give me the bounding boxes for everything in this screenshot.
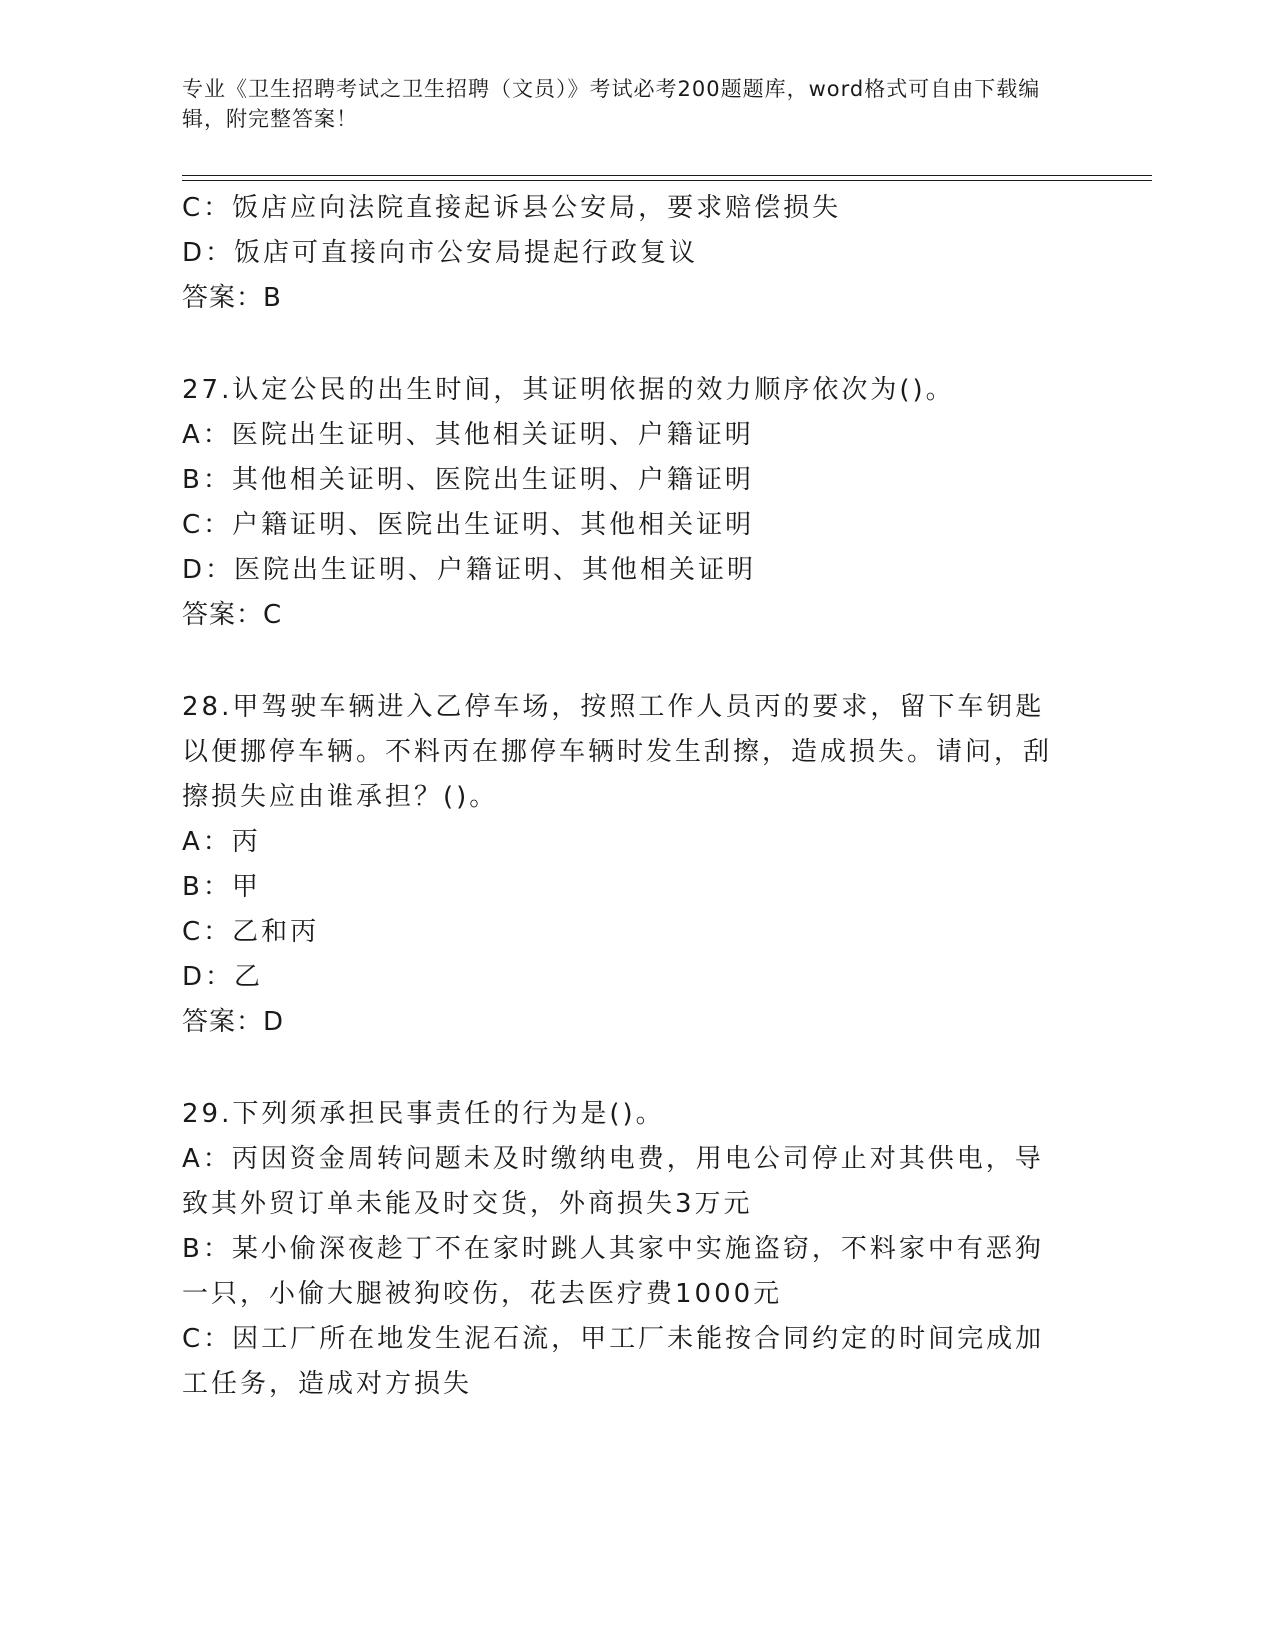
header-divider-bottom <box>182 180 1152 181</box>
answer-line: 答案：D <box>182 1007 285 1037</box>
question-stem: 28.甲驾驶车辆进入乙停车场，按照工作人员丙的要求，留下车钥匙以便挪停车辆。不料丙在挪停车辆时发生刮擦，造成损失。请问，刮擦损失应由谁承担？()。 <box>182 692 1053 812</box>
option-text: B：某小偷深夜趁丁不在家时跳人其家中实施盗窃，不料家中有恶狗一只，小偷大腿被狗咬伤，花去医疗费1000元 <box>182 1234 1044 1309</box>
option-text: B：甲 <box>182 872 261 902</box>
answer-line: 答案：C <box>182 600 283 630</box>
option-text: C：饭店应向法院直接起诉县公安局，要求赔偿损失 <box>182 193 842 223</box>
header-divider-top <box>182 175 1152 176</box>
option-text: D：医院出生证明、户籍证明、其他相关证明 <box>182 555 757 585</box>
option-text: C：因工厂所在地发生泥石流，甲工厂未能按合同约定的时间完成加工任务，造成对方损失 <box>182 1324 1045 1399</box>
document-header: 专业《卫生招聘考试之卫生招聘（文员）》考试必考200题题库，word格式可自由下载编辑，附完整答案！ <box>182 77 1041 131</box>
question-stem: 27.认定公民的出生时间，其证明依据的效力顺序依次为()。 <box>182 375 955 405</box>
option-text: C：乙和丙 <box>182 917 320 947</box>
option-text: A：医院出生证明、其他相关证明、户籍证明 <box>182 420 754 450</box>
option-text: C：户籍证明、医院出生证明、其他相关证明 <box>182 510 755 540</box>
question-content <box>182 186 1082 1407</box>
question-stem: 29.下列须承担民事责任的行为是()。 <box>182 1099 665 1129</box>
option-text: D：饭店可直接向市公安局提起行政复议 <box>182 238 699 268</box>
option-text: B：其他相关证明、医院出生证明、户籍证明 <box>182 465 754 495</box>
option-text: A：丙 <box>182 827 261 857</box>
answer-line: 答案：B <box>182 283 282 313</box>
option-text: D：乙 <box>182 962 264 992</box>
option-text: A：丙因资金周转问题未及时缴纳电费，用电公司停止对其供电，导致其外贸订单未能及时交货，外商损失3万元 <box>182 1144 1044 1219</box>
